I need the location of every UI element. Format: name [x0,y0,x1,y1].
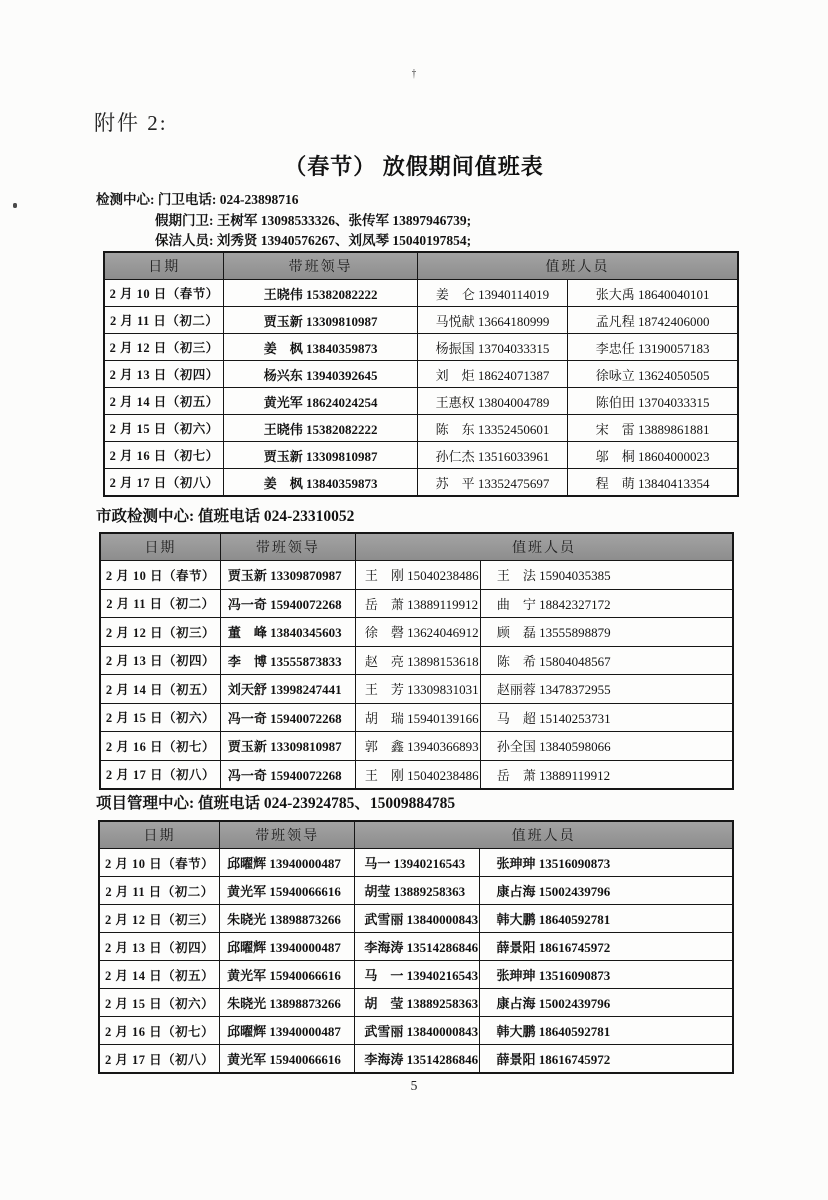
date-cell: 2 月 15 日（初六） [105,415,224,441]
staff-cell-1: 王 芳 13309831031 [356,675,481,703]
leader-cell: 朱晓光 13898873266 [220,905,355,932]
staff-cell-2: 薛景阳 18616745972 [496,940,611,955]
col-header-leader: 带班领导 [221,534,356,560]
staff-cell-2: 程 萌 13840413354 [595,475,710,491]
staff-cell-1: 王惠权 13804004789 [418,388,568,414]
date-cell: 2 月 13 日（初四） [105,361,224,387]
date-cell: 2 月 12 日（初三） [105,334,224,360]
date-cell: 2 月 11 日（初二） [101,590,221,618]
staff-cell-2: 马 超 15140253731 [496,710,611,726]
duty-row [105,307,737,334]
staff-cell-2: 曲 宁 18842327172 [496,596,611,612]
leader-cell: 冯一奇 15940072268 [221,761,356,789]
staff-cell-1: 杨振国 13704033315 [418,334,568,360]
duty-row [101,618,732,647]
duty-row [101,761,732,789]
staff-cell-2: 薛景阳 18616745972 [496,1052,611,1067]
date-cell: 2 月 10 日（春节） [101,561,221,589]
staff-cell-1: 李海涛 13514286846 [355,933,480,960]
duty-row [101,590,732,619]
table-header-row [105,253,737,280]
staff-cell-1: 马悦献 13664180999 [418,307,568,333]
duty-row [100,933,732,961]
staff-cell-1: 郭 鑫 13940366893 [356,732,481,760]
staff-cell-1: 马一 13940216543 [355,849,480,876]
col-header-staff: 值班人员 [545,260,610,275]
staff-cell-1: 马 一 13940216543 [355,961,480,988]
date-cell: 2 月 12 日（初三） [100,905,220,932]
leader-cell: 贾玉新 13309870987 [221,561,356,589]
staff-cell-1: 武雪丽 13840000843 [355,1017,480,1044]
date-cell: 2 月 17 日（初八） [101,761,221,789]
staff-cell-2: 王 法 15904035385 [496,568,611,584]
table-header-row [100,822,732,849]
duty-row [101,704,732,733]
leader-cell: 冯一奇 15940072268 [221,590,356,618]
leader-cell: 贾玉新 13309810987 [221,732,356,760]
duty-row [100,849,732,877]
leader-cell: 王晓伟 15382082222 [224,280,417,306]
attachment-label: 附件 2: [94,111,168,135]
col-header-date: 日期 [101,534,221,560]
col-header-staff: 值班人员 [511,541,576,556]
duty-row [100,1017,732,1045]
staff-cell-1: 姜 仑 13940114019 [418,280,568,306]
staff-cell-2: 张大禹 18640040101 [595,286,710,302]
date-cell: 2 月 16 日（初七） [105,442,224,468]
guard-info-line-2: 假期门卫: 王树军 13098533326、张传军 13897946739; [155,212,472,228]
staff-cell-2: 康占海 15002439796 [496,996,611,1011]
staff-cell-1: 胡 瑞 15940139166 [356,704,481,732]
staff-cell-2: 顾 磊 13555898879 [496,625,611,641]
duty-table-jiance-center [103,251,739,497]
staff-cell-2: 李忠任 13190057183 [595,340,710,356]
date-cell: 2 月 14 日（初五） [105,388,224,414]
staff-cell-2: 宋 雷 13889861881 [595,421,710,437]
staff-cell-2: 韩大鹏 18640592781 [496,1024,611,1039]
guard-info-line-1 [96,190,471,211]
leader-cell: 黄光军 15940066616 [220,1045,355,1072]
staff-cell-2: 岳 萧 13889119912 [496,767,611,783]
leader-cell: 邱曜辉 13940000487 [220,849,355,876]
leader-cell: 黄光军 15940066616 [220,877,355,904]
section-heading-shizheng: 市政检测中心: 值班电话 024-23310052 [96,508,355,525]
page-number: 5 [410,1078,418,1093]
leader-cell: 姜 枫 13840359873 [224,469,417,495]
leader-cell: 朱晓光 13898873266 [220,989,355,1016]
section-heading-xiangmu: 项目管理中心: 值班电话 024-23924785、15009884785 [96,795,456,812]
leader-cell: 冯一奇 15940072268 [221,704,356,732]
staff-cell-2: 康占海 15002439796 [496,884,611,899]
leader-cell: 邱曜辉 13940000487 [220,933,355,960]
duty-row [100,905,732,933]
staff-cell-2: 邬 桐 18604000023 [595,448,710,464]
guard-info-block [96,190,471,252]
staff-cell-1: 孙仁杰 13516033961 [418,442,568,468]
duty-row [105,280,737,307]
date-cell: 2 月 17 日（初八） [100,1045,220,1072]
staff-cell-1: 陈 东 13352450601 [418,415,568,441]
col-header-date: 日期 [105,253,224,279]
gate-phone: 门卫电话: 024-23898716 [157,192,299,207]
date-cell: 2 月 13 日（初四） [100,933,220,960]
staff-cell-1: 王 刚 15040238486 [356,761,481,789]
scan-artifact-speck [13,203,17,208]
duty-row [105,361,737,388]
staff-cell-2: 张珅珅 13516090873 [496,856,611,871]
duty-row [105,334,737,361]
staff-cell-1: 李海涛 13514286846 [355,1045,480,1072]
date-cell: 2 月 15 日（初六） [100,989,220,1016]
leader-cell: 王晓伟 15382082222 [224,415,417,441]
leader-cell: 董 峰 13840345603 [221,618,356,646]
leader-cell: 贾玉新 13309810987 [224,442,417,468]
duty-row [101,647,732,676]
date-cell: 2 月 16 日（初七） [100,1017,220,1044]
leader-cell: 邱曜辉 13940000487 [220,1017,355,1044]
staff-cell-2: 赵丽蓉 13478372955 [496,682,611,698]
staff-cell-2: 孙全国 13840598066 [496,739,611,755]
duty-row [100,877,732,905]
table-header-row [101,534,732,561]
staff-cell-2: 韩大鹏 18640592781 [496,912,611,927]
duty-row [101,561,732,590]
date-cell: 2 月 16 日（初七） [101,732,221,760]
col-header-staff: 值班人员 [511,829,576,844]
staff-cell-2: 陈 希 15804048567 [496,653,611,669]
duty-row [105,388,737,415]
date-cell: 2 月 14 日（初五） [101,675,221,703]
staff-cell-2: 陈伯田 13704033315 [595,394,710,410]
duty-row [100,1045,732,1072]
duty-row [105,415,737,442]
duty-row [101,732,732,761]
leader-cell: 刘天舒 13998247441 [221,675,356,703]
staff-cell-1: 胡莹 13889258363 [355,877,480,904]
duty-row [100,961,732,989]
leader-cell: 黄光军 15940066616 [220,961,355,988]
scan-artifact-mark: † [411,66,417,80]
guard-info-line-3: 保洁人员: 刘秀贤 13940576267、刘凤琴 15040197854; [155,233,472,248]
date-cell: 2 月 12 日（初三） [101,618,221,646]
leader-cell: 黄光军 18624024254 [224,388,417,414]
leader-cell: 李 博 13555873833 [221,647,356,675]
staff-cell-1: 徐 磬 13624046912 [356,618,481,646]
staff-cell-1: 王 刚 15040238486 [356,561,481,589]
page-title: （春节） 放假期间值班表 [284,154,544,179]
duty-table-xiangmu-center [98,820,734,1074]
staff-cell-1: 刘 炬 18624071387 [418,361,568,387]
staff-cell-1: 武雪丽 13840000843 [355,905,480,932]
center-label: 检测中心: [96,192,158,207]
date-cell: 2 月 11 日（初二） [100,877,220,904]
duty-row [101,675,732,704]
duty-row [100,989,732,1017]
col-header-leader: 带班领导 [220,822,355,848]
duty-table-shizheng-center [99,532,734,790]
col-header-leader: 带班领导 [224,253,417,279]
col-header-date: 日期 [100,822,220,848]
staff-cell-1: 苏 平 13352475697 [418,469,568,495]
leader-cell: 杨兴东 13940392645 [224,361,417,387]
staff-cell-1: 赵 亮 13898153618 [356,647,481,675]
date-cell: 2 月 14 日（初五） [100,961,220,988]
duty-row [105,442,737,469]
leader-cell: 贾玉新 13309810987 [224,307,417,333]
date-cell: 2 月 13 日（初四） [101,647,221,675]
date-cell: 2 月 10 日（春节） [100,849,220,876]
date-cell: 2 月 15 日（初六） [101,704,221,732]
staff-cell-1: 岳 萧 13889119912 [356,590,481,618]
date-cell: 2 月 17 日（初八） [105,469,224,495]
leader-cell: 姜 枫 13840359873 [224,334,417,360]
date-cell: 2 月 11 日（初二） [105,307,224,333]
staff-cell-1: 胡 莹 13889258363 [355,989,480,1016]
staff-cell-2: 孟凡程 18742406000 [595,313,710,329]
duty-row [105,469,737,495]
date-cell: 2 月 10 日（春节） [105,280,224,306]
staff-cell-2: 徐咏立 13624050505 [595,367,710,383]
staff-cell-2: 张珅珅 13516090873 [496,968,611,983]
